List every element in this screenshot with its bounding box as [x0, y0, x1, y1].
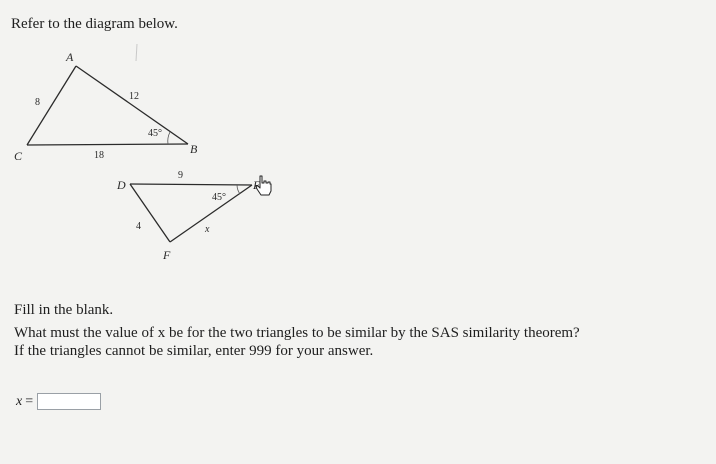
side-de [130, 184, 252, 185]
vertex-label-d: D [117, 178, 126, 192]
side-label-cb: 18 [94, 150, 104, 161]
vertex-label-f: F [163, 248, 171, 262]
question-line-2: If the triangles cannot be similar, enter 999 for your answer. [14, 343, 374, 359]
vertex-label-b: B [190, 142, 198, 156]
angle-label-b: 45° [148, 128, 162, 139]
stray-mark [136, 44, 137, 61]
equals-sign: = [25, 393, 34, 409]
answer-variable: x [16, 393, 23, 409]
answer-input[interactable] [37, 393, 101, 410]
side-label-de: 9 [178, 170, 183, 181]
angle-label-e: 45° [212, 192, 226, 203]
triangle-def [116, 170, 261, 262]
vertex-label-a: A [66, 50, 74, 64]
vertex-label-c: C [14, 149, 23, 163]
prompt-text: Refer to the diagram below. [11, 16, 178, 32]
vertex-label-e: E [253, 178, 261, 192]
side-cb [27, 144, 188, 145]
side-df [130, 184, 170, 242]
side-label-ab: 12 [129, 91, 139, 102]
side-label-ef: x [205, 224, 210, 235]
question-text [14, 324, 580, 360]
side-ab [76, 66, 188, 144]
answer-row [16, 393, 101, 410]
side-label-ac: 8 [35, 97, 40, 108]
triangle-abc [14, 50, 198, 163]
instruction-text: Fill in the blank. [14, 302, 114, 318]
question-line-1: What must the value of x be for the two triangles to be similar by the SAS similarity theorem? [14, 325, 580, 341]
angle-e-arc [237, 185, 240, 194]
angle-b-arc [168, 132, 170, 144]
side-label-df: 4 [136, 221, 141, 232]
